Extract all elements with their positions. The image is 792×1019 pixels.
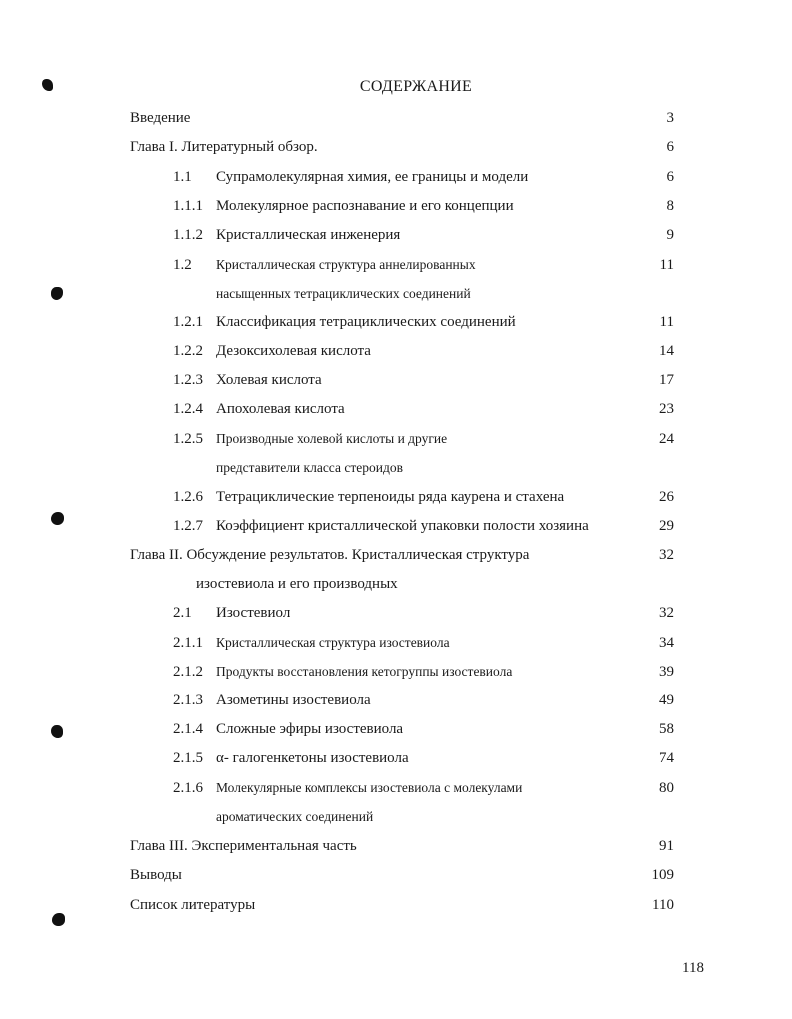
toc-entry-title: Глава II. Обсуждение результатов. Кристаллическая структура — [130, 547, 530, 563]
toc-entry-title: Апохолевая кислота — [216, 401, 345, 417]
toc-entry — [0, 166, 792, 188]
toc-entry — [0, 486, 792, 508]
toc-entry-title: изостевиола и его производных — [196, 576, 398, 592]
toc-entry-page: 58 — [659, 721, 674, 737]
toc-entry-title: представители класса стероидов — [216, 460, 403, 475]
toc-entry-title: Кристаллическая структура изостевиола — [216, 635, 450, 650]
toc-entry-page: 8 — [666, 198, 674, 214]
toc-entry-number: 2.1 — [173, 605, 192, 621]
toc-entry — [0, 777, 792, 799]
toc-entry-title: Супрамолекулярная химия, ее границы и модели — [216, 169, 529, 185]
toc-entry — [0, 747, 792, 769]
toc-entry-title: α- галогенкетоны изостевиола — [216, 750, 409, 766]
toc-entry-title: Азометины изостевиола — [216, 692, 371, 708]
toc-entry — [0, 195, 792, 217]
page-number: 118 — [682, 960, 704, 976]
toc-entry-title: Список литературы — [130, 897, 256, 913]
toc-entry-number: 1.1.1 — [173, 198, 203, 214]
toc-entry-number: 2.1.4 — [173, 721, 203, 737]
toc-entry-title: Сложные эфиры изостевиола — [216, 721, 404, 737]
toc-entry-title: Кристаллическая инженерия — [216, 227, 401, 243]
toc-entry-title: Глава III. Экспериментальная часть — [130, 838, 357, 854]
toc-entry-page: 29 — [659, 518, 674, 534]
toc-entry — [0, 689, 792, 711]
toc-entry-page: 39 — [659, 664, 674, 680]
toc-entry-number: 2.1.2 — [173, 664, 203, 680]
toc-entry-continuation — [0, 573, 792, 595]
toc-entry-continuation — [0, 457, 792, 479]
toc-entry-title: Изостевиол — [216, 605, 291, 621]
toc-entry-page: 17 — [659, 372, 674, 388]
toc-entry-number: 2.1.5 — [173, 750, 203, 766]
toc-entry — [0, 515, 792, 537]
toc-entry — [0, 224, 792, 246]
toc-entry — [0, 602, 792, 624]
toc-entry-continuation — [0, 283, 792, 305]
toc-entry-title: насыщенных тетрациклических соединений — [216, 286, 471, 301]
toc-entry-page: 23 — [659, 401, 674, 417]
toc-entry-page: 6 — [666, 169, 674, 185]
toc-entry — [0, 254, 792, 276]
toc-entry-number: 1.2.2 — [173, 343, 203, 359]
toc-entry-page: 9 — [666, 227, 674, 243]
toc-entry-number: 2.1.6 — [173, 780, 203, 796]
toc-entry-title: Молекулярные комплексы изостевиола с молекулами — [216, 780, 523, 795]
toc-entry-number: 1.2.5 — [173, 431, 203, 447]
toc-entry-page: 49 — [659, 692, 674, 708]
toc-entry — [0, 632, 792, 654]
toc-entry-continuation — [0, 806, 792, 828]
toc-entry-title: Глава I. Литературный обзор. — [130, 139, 318, 155]
toc-entry — [0, 136, 792, 158]
toc-entry-number: 1.2.4 — [173, 401, 203, 417]
toc-entry-page: 32 — [659, 605, 674, 621]
toc-entry-title: ароматических соединений — [216, 809, 374, 824]
toc-entry — [0, 894, 792, 916]
toc-entry-page: 26 — [659, 489, 674, 505]
toc-entry-page: 24 — [659, 431, 674, 447]
toc-entry — [0, 311, 792, 333]
toc-entry-page: 11 — [659, 314, 674, 330]
toc-entry-title: Классификация тетрациклических соединений — [216, 314, 516, 330]
toc-entry-number: 1.2.7 — [173, 518, 203, 534]
toc-entry-title: Молекулярное распознавание и его концепции — [216, 198, 514, 214]
toc-entry-title: Введение — [130, 110, 191, 126]
toc-entry-title: Выводы — [130, 867, 182, 883]
toc-entry-page: 74 — [659, 750, 674, 766]
toc-entry-number: 2.1.3 — [173, 692, 203, 708]
toc-entry-title: Тетрациклические терпеноиды ряда каурена и стахена — [216, 489, 565, 505]
toc-entry — [0, 107, 792, 129]
toc-entry-page: 34 — [659, 635, 674, 651]
toc-entry-number: 2.1.1 — [173, 635, 203, 651]
page-title: СОДЕРЖАНИЕ — [359, 78, 473, 95]
toc-entry — [0, 864, 792, 886]
toc-entry-title: Коэффициент кристаллической упаковки полости хозяина — [216, 518, 589, 534]
toc-entry-page: 32 — [659, 547, 674, 563]
toc-entry-number: 1.1.2 — [173, 227, 203, 243]
toc-entry-number: 1.2.1 — [173, 314, 203, 330]
toc-entry-title: Дезоксихолевая кислота — [216, 343, 371, 359]
toc-entry — [0, 340, 792, 362]
toc-entry — [0, 661, 792, 683]
toc-entry-title: Холевая кислота — [216, 372, 322, 388]
toc-entry-number: 1.2.6 — [173, 489, 203, 505]
toc-entry — [0, 398, 792, 420]
toc-entry-page: 91 — [659, 838, 674, 854]
toc-entry-number: 1.2 — [173, 257, 192, 273]
toc-entry-page: 110 — [652, 897, 674, 913]
toc-entry-title: Кристаллическая структура аннелированных — [216, 257, 476, 272]
toc-entry — [0, 369, 792, 391]
toc-entry-page: 11 — [659, 257, 674, 273]
toc-entry — [0, 544, 792, 566]
toc-entry-page: 80 — [659, 780, 674, 796]
toc-entry — [0, 428, 792, 450]
toc-entry-title: Производные холевой кислоты и другие — [216, 431, 448, 446]
toc-entry-title: Продукты восстановления кетогруппы изостевиола — [216, 664, 513, 679]
toc-entry-page: 109 — [651, 867, 674, 883]
toc-entry — [0, 718, 792, 740]
toc-entry-number: 1.2.3 — [173, 372, 203, 388]
toc-entry-number: 1.1 — [173, 169, 192, 185]
toc-entry — [0, 835, 792, 857]
toc-entry-page: 6 — [666, 139, 674, 155]
toc-entry-page: 3 — [666, 110, 674, 126]
toc-entry-page: 14 — [659, 343, 674, 359]
